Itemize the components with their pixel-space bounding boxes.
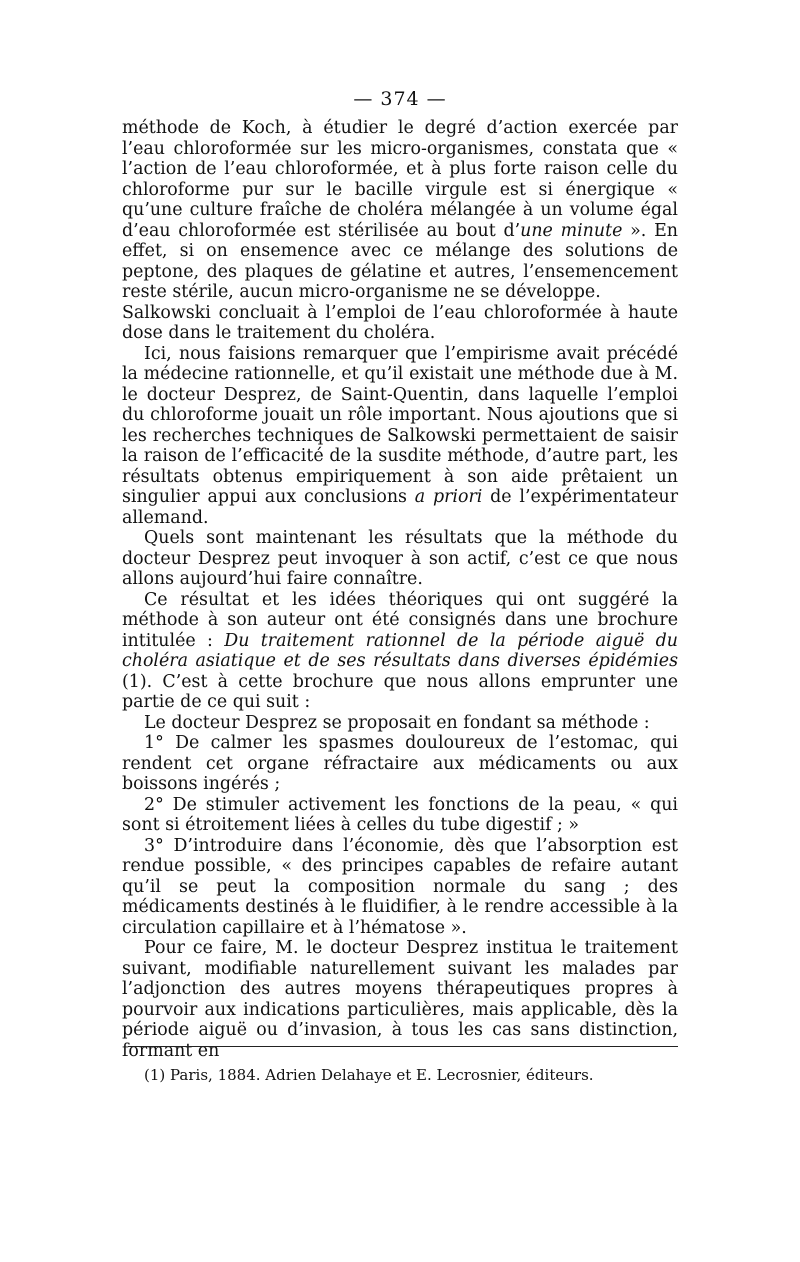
paragraph <box>122 795 678 836</box>
text-run: Le docteur Desprez se proposait en fondant sa méthode : <box>144 712 650 733</box>
paragraph <box>122 118 678 303</box>
paragraph <box>122 836 678 939</box>
paragraph <box>122 938 678 1061</box>
footnote: (1) Paris, 1884. Adrien Delahaye et E. Lecrosnier, éditeurs. <box>144 1066 594 1084</box>
text-run: Quels sont maintenant les résultats que la méthode du docteur Desprez peut invoquer à son actif, c’est ce que nous allons aujourd’hui faire connaître. <box>122 528 678 589</box>
paragraph <box>122 713 678 734</box>
text-run: Ce résultat et les idées théoriques qui ont suggéré la méthode à son auteur ont été consignés dans une brochure intitulée : <box>122 589 678 651</box>
footnote-divider <box>128 1046 678 1047</box>
italic-text: a priori <box>414 487 483 507</box>
text-run: de l’expérimentateur allemand. <box>122 487 679 528</box>
italic-text: une minute <box>520 220 623 241</box>
text-run: Ici, nous faisions remarquer que l’empirisme avait précédé la médecine rationnelle, et qu’il existait une méthode due à M. le docteur Desprez, de Saint-Quentin, dans laquelle l’emploi du chloroforme jouait un rôle important. Nous ajoutions que si les recherches techniques de Salkowski permettaient de saisir la raison de l’efficacité de la susdite méthode, d’autre part, les résultats obtenus empiriquement à son aide prêtaient un singulier appui aux conclusions <box>122 343 678 507</box>
text-run: 3° D’introduire dans l’économie, dès que l’absorption est rendue possible, « des principes capables de refaire autant qu’il se peut la composition normale du sang ; des médicaments destinés à le fluidifier, à le rendre accessible à la circulation capillaire et à l’hématose ». <box>122 835 678 938</box>
text-run: (1). C’est à cette brochure que nous allons emprunter une partie de ce qui suit : <box>122 671 678 712</box>
paragraph <box>122 303 678 344</box>
paragraph <box>122 344 678 529</box>
text-run: méthode de Koch, à étudier le degré d’action exercée par l’eau chloroformée sur les micro-organismes, constata que « l’action de l’eau chloroformée, et à plus forte raison celle du chloroforme pur sur le bacille virgule est si énergique « qu’une culture fraîche de choléra mélangée à un volume égal d’eau chloroformée est stérilisée au bout d’ <box>122 118 678 241</box>
text-run: ». En effet, si on ensemence avec ce mélange des solutions de peptone, des plaques de gélatine et autres, l’ensemencement reste stérile, aucun micro-organisme ne se développe. <box>122 220 678 302</box>
body-text <box>122 118 678 1061</box>
italic-text: Du traitement rationnel de la période aiguë du choléra asiatique et de ses résultats dans diverses épidémies <box>122 630 678 671</box>
text-run: Pour ce faire, M. le docteur Desprez institua le traitement suivant, modifiable naturellement suivant les malades par l’adjonction des autres moyens thérapeutiques propres à pourvoir aux indications particulières, mais applicable, dès la période aiguë ou d’invasion, à tous les cas sans distinction, formant en <box>122 938 678 1061</box>
page-number: — 374 — <box>353 88 447 110</box>
text-run: 2° De stimuler activement les fonctions de la peau, « qui sont si étroitement liées à celles du tube digestif ; » <box>122 794 678 835</box>
paragraph <box>122 528 678 590</box>
text-run: 1° De calmer les spasmes douloureux de l’estomac, qui rendent cet organe réfractaire aux médicaments ou aux boissons ingérés ; <box>122 733 678 794</box>
paragraph <box>122 733 678 795</box>
paragraph <box>122 590 678 713</box>
text-run: Salkowski concluait à l’emploi de l’eau chloroformée à haute dose dans le traitement du choléra. <box>122 302 678 343</box>
